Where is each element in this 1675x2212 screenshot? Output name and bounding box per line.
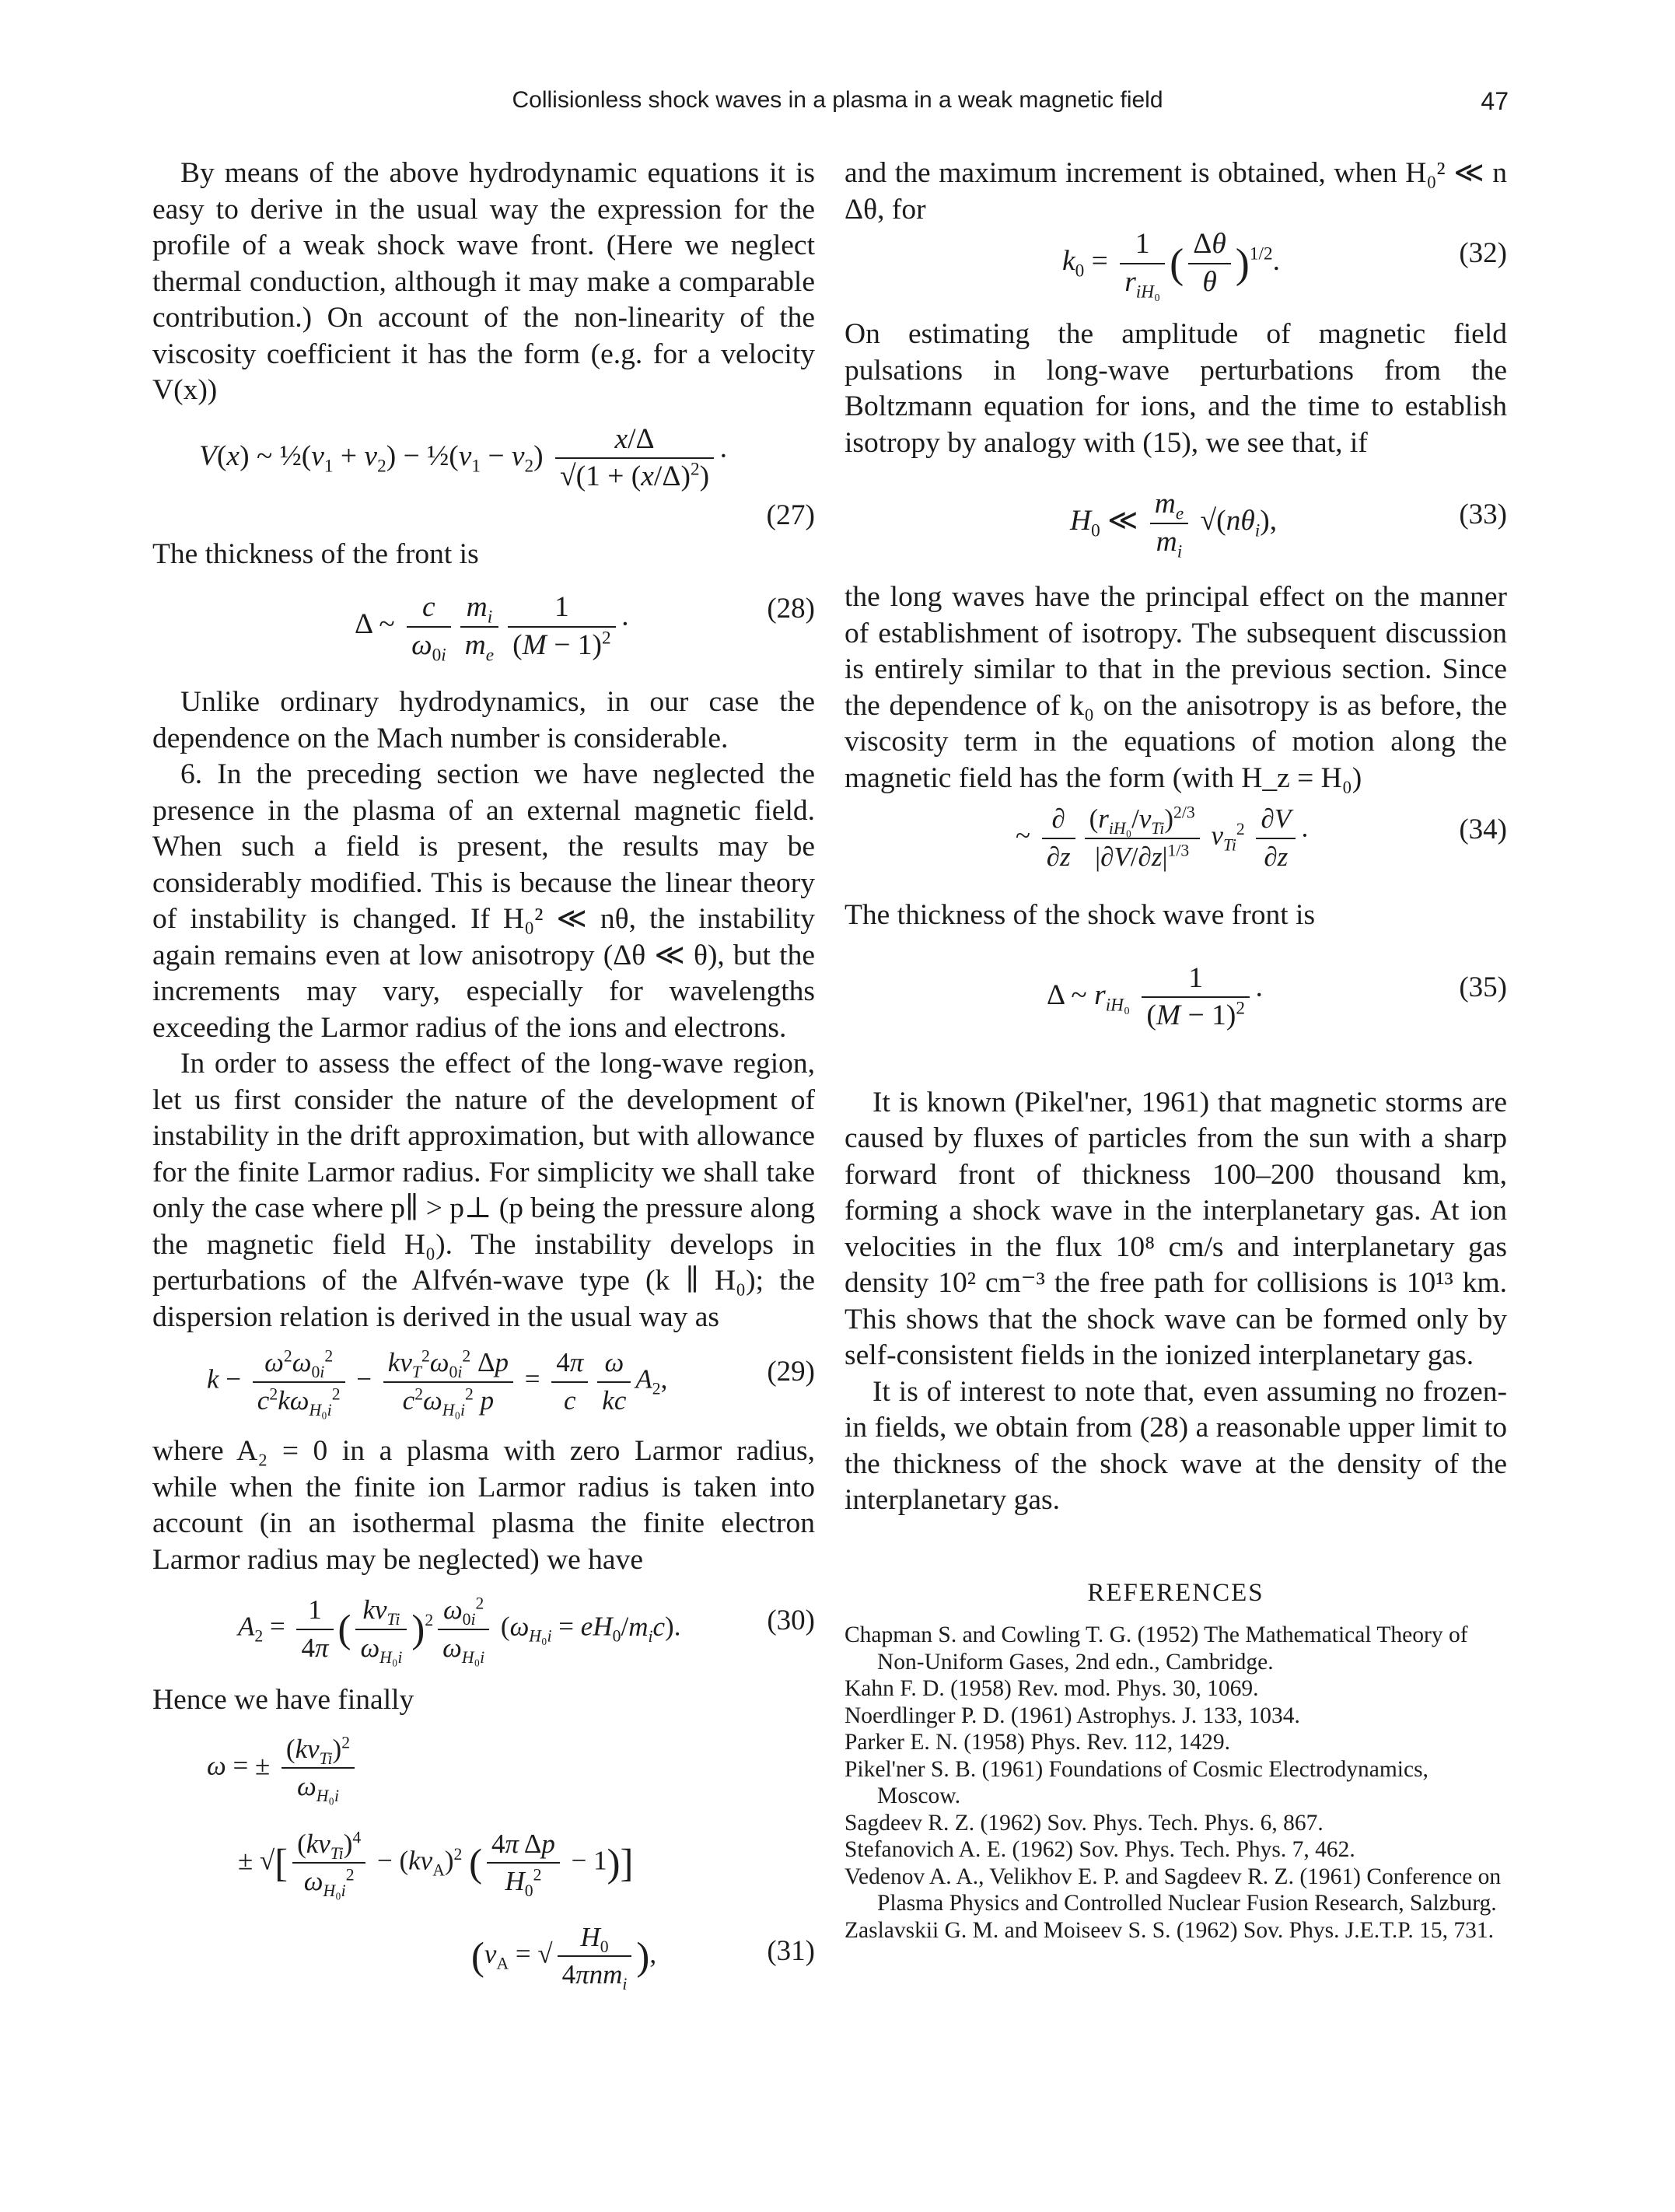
equation-number: (28) [767, 593, 815, 625]
reference-item: Stefanovich A. E. (1962) Sov. Phys. Tech. Phys. 7, 462. [844, 1837, 1355, 1862]
paragraph: The thickness of the shock wave front is [844, 899, 1316, 931]
left-column [152, 156, 815, 2005]
paragraph: On estimating the amplitude of magnetic field pulsations in long-wave perturbations from the Boltzmann equation for ions, and the time to establish isotropy by analogy with (15), we see that, if [844, 318, 1507, 459]
reference-item: Zaslavskii G. M. and Moiseev S. S. (1962) Sov. Phys. J.E.T.P. 15, 731. [844, 1917, 1495, 1943]
reference-item: Parker E. N. (1958) Phys. Rev. 112, 1429. [844, 1730, 1230, 1755]
equation-29: k − $\frac{\omega^2\omega_{0i}^2}{c^2k\omega_{H_0i}^2}$ − $\frac{kv_T^2\omega_{0i}^2 \Delta p}{c^2\omega_{H_0i}^2 p}$ = $\frac{4\pi}{c}$ $\frac{\omega}{kc}$ $A_2$, (29) [152, 1342, 815, 1423]
equation-31: ω = ± $\frac{(kv_{Ti})^2}{\omega_{H_0i}}$ ± √[ $\frac{(kv_{Ti})^4}{\omega_{H_0i}^2}$ − $(kv_A)^2$ ( $\frac{\text{4π Δp}}{H_0^2}$ − 1)] ($v_A$ = √ $\frac{H_0}{4\pi nm_i}$ ), (31) [152, 1725, 815, 2005]
equation-35: Δ ~ $r_{iH_0}$ $\frac{1}{(M - 1)^2}$ · (35) [1047, 961, 1507, 1031]
equation-number: (33) [1459, 499, 1507, 530]
reference-item: Chapman S. and Cowling T. G. (1952) The Mathematical Theory of Non-Uniform Gases, 2nd edn., Cambridge. [844, 1622, 1468, 1675]
equation-34: ~ $\frac{\partial}{\partial z}$ $\frac{(r_{iH_0}/v_{Ti})^{2/3}}{|\partial V/\partial z|^{1/3}}$ $v_{Ti}^2$ $\frac{\partial V}{\partial z}$ · (34) [844, 798, 1507, 884]
reference-item: Noerdlinger P. D. (1961) Astrophys. J. 133, 1034. [844, 1703, 1300, 1728]
references-list [844, 1622, 1507, 1944]
equation-number: (34) [1459, 814, 1507, 845]
equation-28: Δ ~ $\frac{c}{\omega_{0i}}$ $\frac{m_i}{m_e}$ $\frac{1}{(M - 1)^2}$ · (28) [355, 591, 815, 665]
reference-item: Kahn F. D. (1958) Rev. mod. Phys. 30, 1069. [844, 1676, 1259, 1701]
equation-33: $H_0$ ≪ $\frac{m_e}{m_i}$ $√(n\theta_i)$, (33) [1070, 488, 1507, 562]
equation-number: (30) [767, 1605, 815, 1636]
paragraph: Hence we have finally [152, 1684, 414, 1716]
right-column [844, 156, 1507, 1944]
equation-number: (35) [1459, 971, 1507, 1003]
reference-item: Pikel'ner S. B. (1961) Foundations of Cosmic Electrodynamics, Moscow. [844, 1756, 1428, 1808]
equation-32: $k_0$ = $\frac{1}{r_{iH_0}}$ ( $\frac{\Delta\theta}{\theta}$ )$^{1/2}$. (32) [1062, 228, 1507, 302]
equation-30: $A_2$ = $\frac{1}{4\pi}$ ( $\frac{kv_{Ti}}{\omega_{H_0i}}$ )$^2$ $\frac{\omega_{0i}^2}{\omega_{H_0i}}$ $(\omega_{H_0i} = eH_0/m_ic)$. (30) [152, 1589, 815, 1675]
paragraph: and the maximum increment is obtained, when H₀² ≪ n Δθ, for [844, 157, 1507, 226]
paragraph: The thickness of the front is [152, 537, 479, 570]
paragraph: where A₂ = 0 in a plasma with zero Larmor radius, while when the finite ion Larmor radius is taken into account (in an isothermal plasma the finite electron Larmor radius may be neglected) we have [152, 1435, 815, 1576]
running-title: Collisionless shock waves in a plasma in a weak magnetic field [512, 87, 1163, 113]
page-number: 47 [1481, 87, 1509, 115]
equation-27: V(x) ~ $\frac{1}{2}(v_1 + v_2)$ − $\frac{1}{2}(v_1 - v_2)$ $\frac{x/\Delta}{√(1 + (x/\Delta)^2)}$ · [199, 422, 729, 492]
reference-item: Sagdeev R. Z. (1962) Sov. Phys. Tech. Phys. 6, 867. [844, 1810, 1324, 1836]
paragraph: By means of the above hydrodynamic equations it is easy to derive in the usual way the expression for the profile of a weak shock wave front. (Here we neglect thermal conduction, although it may make a comparable contribution.) On account of the non-linearity of the viscosity coefficient it has the form (e.g. for a velocity V(x)) [152, 157, 815, 406]
paragraph: It is of interest to note that, even assuming no frozen-in fields, we obtain from (28) a reasonable upper limit to the thickness of the shock wave at the density of the interplanetary gas. [844, 1375, 1507, 1516]
page-header [0, 87, 1675, 126]
paragraph: Unlike ordinary hydrodynamics, in our case the dependence on the Mach number is considerable. [152, 686, 815, 754]
references-heading: REFERENCES [1087, 1578, 1264, 1607]
equation-number: (27) [766, 499, 815, 531]
paragraph: In order to assess the effect of the long-wave region, let us first consider the nature of the development of instability in the drift approximation, but with allowance for the finite Larmor radius. For simplicity we shall take only the case where p∥ > p⊥ (p being the pressure along the magnetic field H₀). The instability develops in perturbations of the Alfvén-wave type (k ∥ H₀); the dispersion relation is derived in the usual way as [152, 1048, 815, 1333]
paragraph: It is known (Pikel'ner, 1961) that magnetic storms are caused by fluxes of particles from the sun with a sharp forward front of thickness 100–200 thousand km, forming a shock wave in the interplanetary gas. At ion velocities in the flux 10⁸ cm/s and interplanetary gas density 10² cm⁻³ the free path for collisions is 10¹³ km. This shows that the shock wave can be formed only by self-consistent fields in the ionized interplanetary gas. [844, 1086, 1507, 1371]
equation-number: (31) [767, 1934, 815, 1967]
paragraph: 6. In the preceding section we have neglected the presence in the plasma of an external magnetic field. When such a field is present, the results may be considerably modified. This is because the linear theory of instability is changed. If H₀² ≪ nθ, the instability again remains even at low anisotropy (Δθ ≪ θ), but the increments may vary, especially for wavelengths exceeding the Larmor radius of the ions and electrons. [152, 758, 815, 1044]
paragraph: the long waves have the principal effect on the manner of establishment of isotropy. The subsequent discussion is entirely similar to that in the previous section. Since the dependence of k₀ on the anisotropy is as before, the viscosity term in the equations of motion along the magnetic field has the form (with H_z = H₀) [844, 581, 1507, 794]
equation-number: (29) [767, 1356, 815, 1388]
equation-number: (32) [1459, 237, 1507, 269]
reference-item: Vedenov A. A., Velikhov E. P. and Sagdeev R. Z. (1961) Conference on Plasma Physics and Controlled Nuclear Fusion Research, Salzburg. [844, 1864, 1502, 1916]
